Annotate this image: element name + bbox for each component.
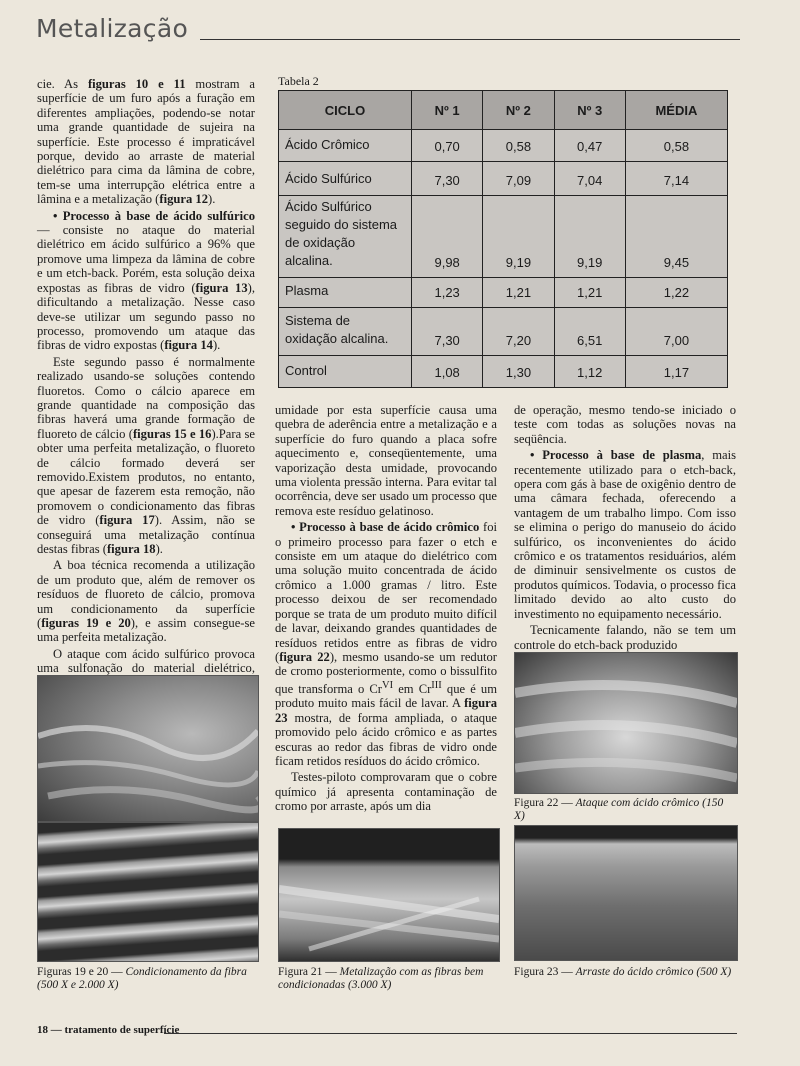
column-header: CICLO — [279, 91, 412, 130]
table-cell: 1,22 — [625, 278, 727, 308]
text: A boa técnica recomenda a utilização de um produto que, além de remover os resíduos de fluoreto de cálcio, promova um condicionamento da superfície ( — [37, 558, 255, 631]
table-cell: 0,58 — [625, 130, 727, 162]
text: ).Para se obter uma perfeita metalização, o fluoreto de cálcio formado deverá ser removido.Existem produtos, no entanto, que apesar de fazerem esta remoção, não promovem o condicionamento das fibras de vidro ( — [37, 426, 255, 528]
table-cell: 9,19 — [554, 196, 625, 278]
figure-23-caption: Figura 23 — Arraste do ácido crômico (500 X) — [514, 966, 732, 978]
table-row — [279, 278, 728, 308]
figure-22-caption: Figura 22 — Ataque com ácido crômico (150 X) — [514, 797, 724, 822]
figure-21-caption: Figura 21 — Metalização com as fibras bem condicionadas (3.000 X) — [278, 966, 484, 991]
text-column-2 — [275, 403, 497, 816]
table-cell: 9,45 — [625, 196, 727, 278]
figure-ref: figura 23 — [275, 696, 497, 725]
table-cell: 1,08 — [412, 356, 483, 388]
process-heading: • Processo à base de ácido sulfúrico — [53, 208, 255, 223]
figure-ref: figura 14 — [164, 338, 213, 353]
paragraph — [275, 520, 497, 768]
page-header — [30, 14, 740, 50]
text: ). Assim, não se conseguirá uma metalização contínua destas fibras ( — [37, 513, 256, 556]
figure-ref: figura 18 — [106, 542, 156, 556]
text: — consiste no ataque do material dielétrico em ácido sulfúrico a 96% que promove uma limpeza da lâmina de cobre e um etch-back. Porém, esta solução deixa expostas as fibras de vidro ( — [37, 223, 255, 295]
table-cell: 7,14 — [625, 162, 727, 196]
superscript: VI — [381, 679, 394, 691]
figure-20-photo — [37, 822, 259, 962]
page-number: 18 — tratamento de superfície — [37, 1024, 180, 1036]
text: Este segundo passo é normalmente realizado usando-se soluções contendo fluoretos. Como o cálcio aparece em grande quantidade na composição das fibras haverá uma grande formação de fluoreto de cálcio ( — [37, 354, 255, 441]
table-cell: 6,51 — [554, 308, 625, 356]
table-cell: Ácido Sulfúrico seguido do sistema de oxidação alcalina. — [279, 196, 412, 278]
process-heading: • Processo à base de plasma — [530, 448, 702, 463]
table-cell: Control — [279, 356, 412, 388]
table-cell: 7,04 — [554, 162, 625, 196]
table-cell: 0,70 — [412, 130, 483, 162]
paragraph: Testes-piloto comprovaram que o cobre químico já apresenta contaminação de cromo por arraste, após um dia — [275, 770, 497, 814]
figure-ref: figuras 19 e 20 — [41, 616, 131, 631]
table-row — [279, 356, 728, 388]
section-title: Metalização — [36, 14, 189, 43]
text: ), mesmo usando-se um redutor de cromo posteriormente, como o bissulfito que transforma o Cr — [275, 649, 498, 696]
fiber-texture — [279, 829, 499, 961]
page-footer — [37, 1024, 737, 1040]
text: ). — [208, 192, 216, 207]
figure-22-photo — [514, 652, 738, 794]
table-cell: 0,47 — [554, 130, 625, 162]
table-cell: 1,30 — [483, 356, 554, 388]
table-cell: 1,21 — [483, 278, 554, 308]
table-row — [279, 162, 728, 196]
table-cell: 1,17 — [625, 356, 727, 388]
table-cell: 9,19 — [483, 196, 554, 278]
figure-ref: figura 13 — [195, 280, 248, 295]
paragraph: de operação, mesmo tendo-se iniciado o teste com todas as soluções novas na seqüência. — [514, 403, 736, 446]
table-cell: 7,30 — [412, 162, 483, 196]
superscript: III — [431, 679, 442, 691]
figure-21-photo — [278, 828, 500, 962]
text: em Cr — [393, 681, 432, 696]
table-row — [279, 196, 728, 278]
text: mostram a superfície de um furo após a furação em diferentes ampliações, podendo-se notar uma grande quantidade de sujeira na superfície. Este processo é impraticável porque, devido ao arraste de material dielétrico para cima da lâmina de cobre, tem-se uma interrupção elétrica entre a lâmina e a metalização ( — [37, 77, 255, 207]
figure-ref: figura 12 — [159, 192, 208, 207]
table-cell: Ácido Crômico — [279, 130, 412, 162]
figure-23-photo — [514, 825, 738, 961]
paragraph — [514, 448, 736, 621]
fiber-texture — [38, 676, 258, 821]
table-label: Tabela 2 — [278, 74, 319, 88]
table-row — [279, 308, 728, 356]
process-heading: • Processo à base de ácido crômico — [291, 520, 480, 535]
text: ). — [155, 542, 163, 556]
figure-ref: figuras 15 e 16 — [132, 426, 212, 441]
table-cell: 7,00 — [625, 308, 727, 356]
figure-19-20-caption: Figuras 19 e 20 — Condicionamento da fibra (500 X e 2.000 X) — [37, 966, 247, 991]
text: ). — [212, 338, 221, 353]
text: ), e assim consegue-se uma perfeita metalização. — [37, 616, 255, 645]
table-cell: Sistema de oxidação alcalina. — [279, 308, 412, 356]
table-cell: 0,58 — [483, 130, 554, 162]
table-cell: Ácido Sulfúrico — [279, 162, 412, 196]
text: , mais recentemente utilizado para o etch-back, opera com gás à base de oxigênio dentro de uma câmara fechada, oferecendo a vantagem de um trabalho limpo. Com isso se elimina o perigo do manuseio do ácido sulfúrico, os inconvenientes do ácido crômico e os tratamentos residuários, além de diminuir sensivelmente os custos de produtos químicos. Todavia, o processo fica limitado devido ao alto custo do investimento no equipamento necessário. — [514, 448, 736, 621]
paragraph: umidade por esta superfície causa uma quebra de aderência entre a metalização e a superfície do furo quando a placa sofre aquecimento e, conseqüentemente, uma vaporização desta umidade, provocando uma violenta pressão interna. Para evitar tal ocorrência, deve ser usado um processo que remova este resíduo gelatinoso. — [275, 403, 497, 518]
table-cell: 1,12 — [554, 356, 625, 388]
table-row — [279, 130, 728, 162]
figure-ref: figuras 10 e 11 — [87, 77, 186, 91]
text: ), dificultando a metalização. Nesse caso deve-se utilizar um segundo passo no processo, promovendo um ataque das fibras de vidro expostas ( — [37, 280, 255, 353]
table-cell: 1,23 — [412, 278, 483, 308]
column-header: MÉDIA — [625, 91, 727, 130]
table-cell: 7,09 — [483, 162, 554, 196]
paragraph — [37, 355, 255, 557]
header-rule — [200, 39, 740, 40]
table-cell: 7,30 — [412, 308, 483, 356]
fiber-texture — [515, 653, 737, 793]
column-header: Nº 2 — [483, 91, 554, 130]
table-cell: 9,98 — [412, 196, 483, 278]
paragraph — [37, 77, 255, 207]
paragraph — [37, 558, 255, 644]
column-header: Nº 1 — [412, 91, 483, 130]
column-header: Nº 3 — [554, 91, 625, 130]
text: cie. As — [37, 77, 88, 91]
paragraph — [37, 209, 255, 353]
text: foi o primeiro processo para fazer o etch e consiste em um ataque do dielétrico com uma solução muito concentrada de ácido crômico a 1.000 gramas / litro. Este processo deixou de ser recomendado porque se trata de um produto muito difícil de lavar, deixando grandes quantidades de resíduos retidos entre as fibras de vidro ( — [275, 520, 498, 664]
text-column-3 — [514, 403, 736, 654]
table-cell: Plasma — [279, 278, 412, 308]
text: que é um produto muito mais fácil de lavar. A — [275, 681, 498, 711]
paragraph: Tecnicamente falando, não se tem um controle do etch-back produzido — [514, 623, 736, 652]
table-cell: 1,21 — [554, 278, 625, 308]
figure-ref: figura 17 — [99, 513, 155, 528]
paragraph: O ataque com ácido sulfúrico provoca uma sulfonação do material dielétrico, — [37, 646, 255, 676]
text: mostra, de forma ampliada, o ataque promovido pelo ácido crômico e as partes escuras ao redor das fibras de vidro onde ficam retidos resíduos do ácido crômico. — [275, 710, 497, 768]
figure-ref: figura 22 — [279, 649, 330, 664]
footer-rule — [164, 1033, 737, 1034]
table-header-row — [279, 91, 728, 130]
table-cell: 7,20 — [483, 308, 554, 356]
results-table — [278, 90, 728, 388]
figure-19-photo — [37, 675, 259, 822]
text-column-1 — [37, 77, 255, 706]
